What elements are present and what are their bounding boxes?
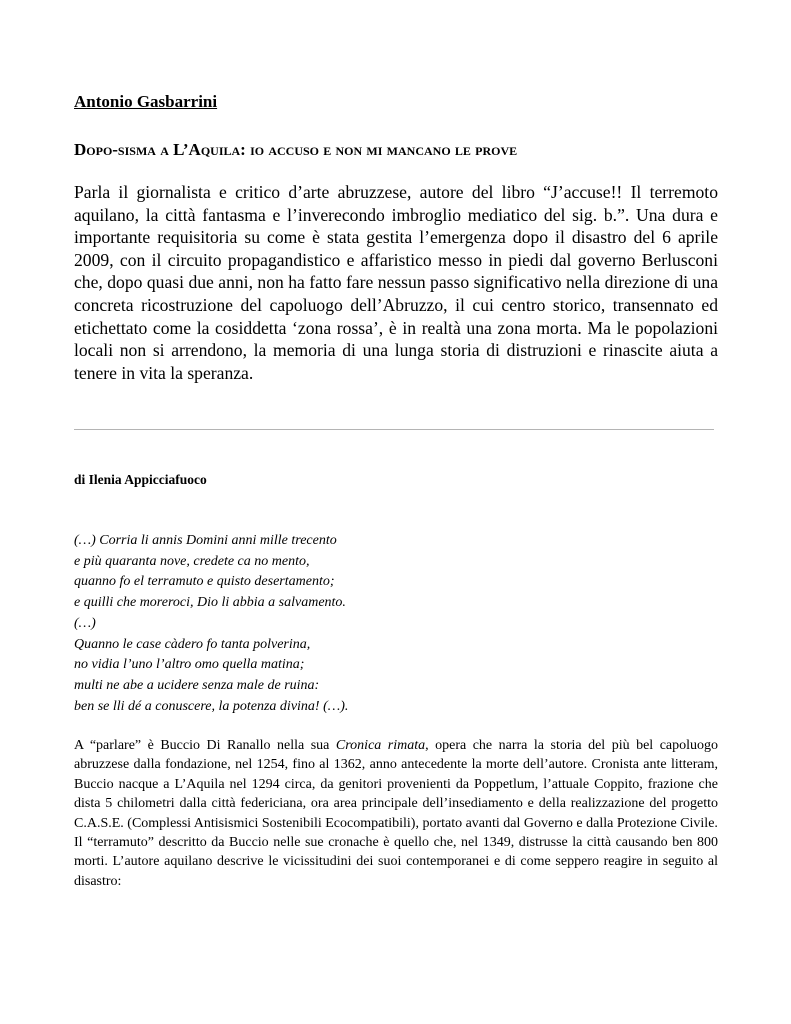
poem-line: (…) Corria li annis Domini anni mille trecento: [74, 533, 337, 548]
poem-line: (…): [74, 615, 96, 631]
horizontal-divider: [74, 429, 714, 430]
poem-line: e più quaranta nove, credete ca no mento,: [74, 553, 310, 569]
book-title-italic: Cronica rimata: [335, 738, 426, 753]
body-text-segment: , opera che narra la storia del più bel capoluogo abruzzese dalla fondazione, nel 1254, fino al 1362, anno antecedente la morte dell’autore. Cronista ante litteram, Buccio nacque a L’Aquila nel 1294 circa, da genitori provenienti da Poppetlum, l’attuale Coppito, frazione che dista 5 chilometri dalla città federiciana, ora area principale dell’insediamento e della realizzazione del progetto C.A.S.E. (Complessi Antisismici Sostenibili Ecocompatibili), portato avanti dal Governo e dalla Protezione Civile.: [74, 738, 719, 831]
poem-line: Quanno le case càdero fo tanta polverina,: [74, 636, 311, 652]
poem-line: no vidia l’uno l’altro omo quella matina;: [74, 657, 305, 673]
poem-line: ben se lli dé a conuscere, la potenza divina! (…).: [74, 698, 349, 714]
poem-line: quanno fo el terramuto e quisto desertamento;: [74, 574, 335, 590]
intro-paragraph: Parla il giornalista e critico d’arte abruzzese, autore del libro “J’accuse!! Il terremoto aquilano, la città fantasma e l’inverecondo imbroglio mediatico del sig. b.”. Una dura e importante requisitoria su come è stata gestita l’emergenza dopo il disastro del 6 aprile 2009, con il circuito propagandistico e affaristico messo in piedi dal governo Berlusconi che, dopo quasi due anni, non ha fatto fare nessun passo significativo nella direzione di una concreta ricostruzione del capoluogo dell’Abruzzo, il cui centro storico, transennato ed etichettato come la cosiddetta ‘zona rossa’, è in realtà una zona morta. Ma le popolazioni locali non si arrendono, la memoria di una lunga storia di distruzioni e rinascite aiuta a tenere in vita la speranza.: [74, 182, 718, 383]
body-paragraph-1: [74, 736, 718, 833]
body-text: [74, 736, 718, 891]
byline: di Ilenia Appicciafuoco: [74, 472, 207, 487]
body-paragraph-2: Il “terramuto” descritto da Buccio nelle sue cronache è quello che, nel 1349, distrusse la città causando ben 800 morti. L’autore aquilano descrive le vicissitudini dei suoi contemporanei e di come seppero reagire in seguito al disastro:: [74, 835, 718, 889]
poem-line: e quilli che moreroci, Dio li abbia a salvamento.: [74, 595, 346, 611]
poem-line: multi ne abe a ucidere senza male de ruina:: [74, 677, 320, 693]
body-text-segment: A “parlare” è Buccio Di Ranallo nella sua: [74, 738, 336, 753]
author-name: Antonio Gasbarrini: [74, 92, 218, 111]
article-title: Dopo-sisma a L’Aquila: io accuso e non mi mancano le prove: [74, 140, 518, 159]
poem-quote: [74, 531, 348, 717]
